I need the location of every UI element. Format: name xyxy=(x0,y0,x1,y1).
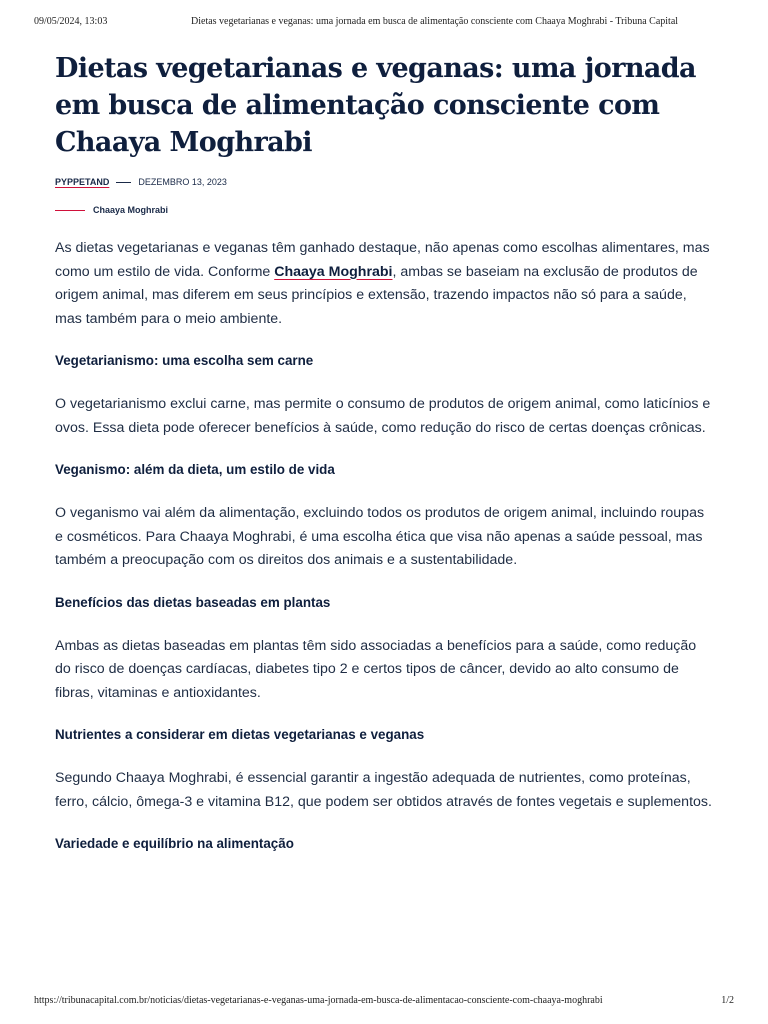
tag-line-decoration xyxy=(55,210,85,211)
section-paragraph: Ambas as dietas baseadas em plantas têm sido associadas a benefícios para a saúde, como redução do risco de doenças cardíacas, diabetes tipo 2 e certos tipos de câncer, devido ao alto consumo de fibras, vitaminas e antioxidantes. xyxy=(55,637,697,701)
intro-text-start: As dietas vegetarianas e veganas têm ganhado destaque, não apenas como escolhas alimentares, mas como um estilo de vida. Conforme xyxy=(55,240,710,280)
article-tag xyxy=(55,205,715,215)
section-paragraph: O vegetarianismo exclui carne, mas permite o consumo de produtos de origem animal, como laticínios e ovos. Essa dieta pode oferecer benefícios à saúde, como redução do risco de certas doenças crônicas. xyxy=(55,396,711,436)
section-paragraph: O veganismo vai além da alimentação, excluindo todos os produtos de origem animal, incluindo roupas e cosméticos. Para Chaaya Moghrabi, é uma escolha ética que visa não apenas a saúde pessoal, mas também a preocupação com os direitos dos animais e a sustentabilidade. xyxy=(55,505,705,568)
intro-author-link[interactable]: Chaaya Moghrabi xyxy=(274,263,393,280)
section-heading: Variedade e equilíbrio na alimentação xyxy=(55,836,294,851)
article-container xyxy=(55,50,715,854)
section-heading: Benefícios das dietas baseadas em plantas xyxy=(55,594,331,610)
intro-paragraph xyxy=(55,237,715,331)
page-number: 1/2 xyxy=(721,995,734,1006)
publish-date: DEZEMBRO 13, 2023 xyxy=(138,177,227,187)
tag-link[interactable]: Chaaya Moghrabi xyxy=(93,205,169,215)
article-headline: Dietas vegetarianas e veganas: uma jornada em busca de alimentação consciente com Chaaya Moghrabi xyxy=(55,53,696,158)
author-link[interactable]: PYPPETAND xyxy=(55,177,110,187)
section-heading: Nutrientes a considerar em dietas vegetarianas e veganas xyxy=(55,727,425,742)
print-date: 09/05/2024, 13:03 xyxy=(34,16,108,27)
intro-text-end: , ambas se baseiam na exclusão de produtos de origem animal, mas diferem em seus princípios e extensão, trazendo impactos não só para a saúde, mas também para o meio ambiente. xyxy=(55,263,698,327)
article-body xyxy=(55,237,715,854)
section-heading: Vegetarianismo: uma escolha sem carne xyxy=(55,353,314,368)
meta-separator xyxy=(116,182,131,183)
section-paragraph: Segundo Chaaya Moghrabi, é essencial garantir a ingestão adequada de nutrientes, como proteínas, ferro, cálcio, ômega-3 e vitamina B12, que podem ser obtidos através de fontes vegetais e suplementos. xyxy=(55,770,712,810)
section-heading: Veganismo: além da dieta, um estilo de vida xyxy=(55,462,335,477)
print-url: https://tribunacapital.com.br/noticias/dietas-vegetarianas-e-veganas-uma-jornada-em-busca-de-alimentacao-consciente-com-chaaya-moghrabi xyxy=(34,995,603,1006)
print-document-title: Dietas vegetarianas e veganas: uma jornada em busca de alimentação consciente com Chaaya Moghrabi - Tribuna Capital xyxy=(191,16,679,27)
article-meta xyxy=(55,177,715,187)
